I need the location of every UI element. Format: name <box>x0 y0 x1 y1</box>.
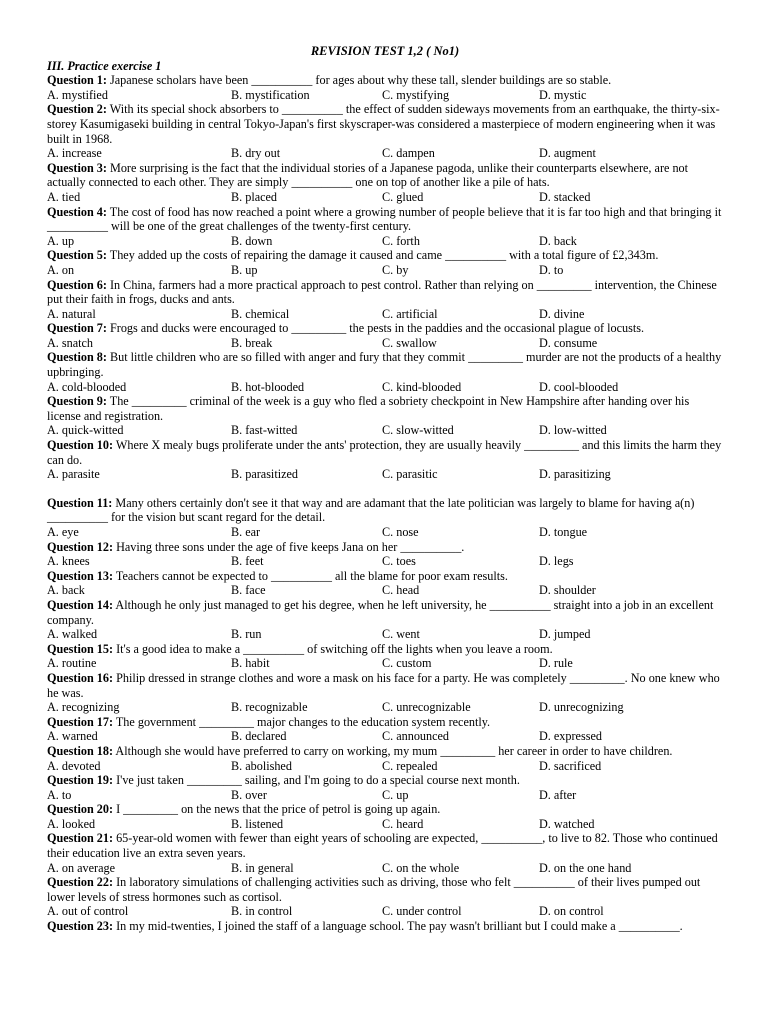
question-label: Question 14: <box>47 597 114 612</box>
answer-option-b: B. up <box>231 262 258 277</box>
answer-option-b: B. abolished <box>231 758 292 773</box>
answer-option-b: B. face <box>231 583 266 598</box>
question-label: Question 6: <box>47 277 107 292</box>
answer-option-c: C. unrecognizable <box>382 700 471 715</box>
answer-option-d: D. mystic <box>539 87 587 102</box>
question-6 <box>47 278 723 322</box>
question-16 <box>47 671 723 715</box>
question-7 <box>47 321 723 350</box>
question-23 <box>47 919 723 934</box>
question-text: In laboratory simulations of challenging activities such as driving, those who felt __________ of their lives pumped out lower levels of stress hormones such as cortisol. <box>47 875 701 904</box>
answer-option-a: A. devoted <box>47 758 101 773</box>
question-label: Question 22: <box>47 875 114 890</box>
answer-option-d: D. on control <box>539 904 604 919</box>
answer-option-b: B. recognizable <box>231 700 308 715</box>
answer-option-b: B. habit <box>231 656 270 671</box>
question-label: Question 23: <box>47 919 114 934</box>
answer-option-a: A. walked <box>47 627 98 642</box>
answer-option-a: A. tied <box>47 189 81 204</box>
question-label: Question 7: <box>47 321 107 336</box>
answer-options <box>47 190 723 205</box>
answer-option-c: C. heard <box>382 816 424 831</box>
answer-options <box>47 234 723 249</box>
answer-option-a: A. knees <box>47 554 90 569</box>
answer-option-c: C. repealed <box>382 758 438 773</box>
answer-option-d: D. augment <box>539 146 596 161</box>
answer-option-a: A. natural <box>47 306 96 321</box>
answer-option-d: D. jumped <box>539 627 591 642</box>
question-text: The government _________ major changes to the education system recently. <box>115 714 491 729</box>
answer-option-b: B. placed <box>231 189 278 204</box>
answer-option-c: C. forth <box>382 233 420 248</box>
question-stem <box>47 831 723 860</box>
answer-option-d: D. after <box>539 787 577 802</box>
answer-option-c: C. under control <box>382 904 462 919</box>
question-stem <box>47 350 723 379</box>
answer-option-c: C. went <box>382 627 420 642</box>
page-title: REVISION TEST 1,2 ( No1) <box>310 44 460 58</box>
answer-options <box>47 380 723 395</box>
answer-option-a: A. up <box>47 233 75 248</box>
answer-option-a: A. cold-blooded <box>47 379 127 394</box>
question-label: Question 20: <box>47 802 114 817</box>
question-stem <box>47 496 723 525</box>
question-label: Question 10: <box>47 438 114 453</box>
answer-option-c: C. toes <box>382 554 416 569</box>
answer-option-a: A. out of control <box>47 904 129 919</box>
question-stem <box>47 438 723 467</box>
question-8 <box>47 350 723 394</box>
question-stem <box>47 102 723 146</box>
answer-option-d: D. divine <box>539 306 585 321</box>
answer-options <box>47 729 723 744</box>
answer-option-b: B. declared <box>231 729 287 744</box>
answer-option-d: D. sacrificed <box>539 758 602 773</box>
question-stem <box>47 598 723 627</box>
answer-option-b: B. mystification <box>231 87 310 102</box>
answer-option-d: D. parasitizing <box>539 467 611 482</box>
question-stem <box>47 919 723 934</box>
answer-option-d: D. stacked <box>539 189 591 204</box>
answer-options <box>47 263 723 278</box>
question-text: Philip dressed in strange clothes and wore a mask on his face for a party. He was completely _________. No one knew who he was. <box>47 670 720 700</box>
question-stem <box>47 394 723 423</box>
question-stem <box>47 540 723 555</box>
question-label: Question 2: <box>47 102 107 117</box>
answer-option-c: C. slow-witted <box>382 423 454 438</box>
question-stem <box>47 248 723 263</box>
answer-options <box>47 554 723 569</box>
question-stem <box>47 671 723 700</box>
question-15 <box>47 642 723 671</box>
question-text: Where X mealy bugs proliferate under the ants' protection, they are usually heavily _________ and this limits the harm they can do. <box>47 438 722 467</box>
section-heading: III. Practice exercise 1 <box>47 58 162 73</box>
answer-options <box>47 627 723 642</box>
answer-options <box>47 700 723 715</box>
answer-option-c: C. mystifying <box>382 87 450 102</box>
question-17 <box>47 715 723 744</box>
answer-option-c: C. on the whole <box>382 860 460 875</box>
question-9 <box>47 394 723 438</box>
answer-options <box>47 423 723 438</box>
question-label: Question 17: <box>47 714 114 729</box>
answer-option-d: D. expressed <box>539 729 602 744</box>
answer-option-d: D. rule <box>539 656 573 671</box>
question-text: In my mid-twenties, I joined the staff of a language school. The pay wasn't brilliant but I could make a __________. <box>116 919 683 934</box>
question-3 <box>47 161 723 205</box>
question-text: Having three sons under the age of five keeps Jana on her __________. <box>116 539 465 554</box>
question-text: More surprising is the fact that the individual stories of a Japanese pagoda, unlike their counterparts elsewhere, are not actually connected to each other. They are simply __________ one on top of another like a pile of hats. <box>47 160 689 190</box>
question-stem <box>47 875 723 904</box>
question-text: With its special shock absorbers to __________ the effect of sudden sideways movements from an earthquake, the thirty-six-storey Kasumigaseki building in central Tokyo-Japan's first skyscraper-was considered a masterpiece of modern engineering when it was built in 1968. <box>47 102 720 146</box>
answer-option-a: A. eye <box>47 525 79 539</box>
question-stem <box>47 569 723 584</box>
question-stem <box>47 802 723 817</box>
answer-option-b: B. hot-blooded <box>231 379 305 394</box>
answer-option-c: C. nose <box>382 525 419 539</box>
answer-option-d: D. watched <box>539 816 595 831</box>
answer-option-a: A. recognizing <box>47 700 120 715</box>
question-text: In China, farmers had a more practical approach to pest control. Rather than relying on _________ intervention, the Chinese put their faith in frogs, ducks and ants. <box>47 277 717 307</box>
answer-options <box>47 904 723 919</box>
answer-option-a: A. to <box>47 787 72 802</box>
answer-option-b: B. listened <box>231 816 284 831</box>
question-12 <box>47 540 723 569</box>
answer-option-b: B. break <box>231 335 273 350</box>
answer-options <box>47 656 723 671</box>
question-text: The cost of food has now reached a point where a growing number of people believe that it is far too high and that bringing it __________ will be one of the great challenges of the twenty-first century. <box>47 204 722 234</box>
question-stem <box>47 278 723 307</box>
question-label: Question 11: <box>47 495 113 510</box>
question-text: The _________ criminal of the week is a guy who fled a sobriety checkpoint in New Hampshire after handing over his license and registration. <box>47 394 690 423</box>
spacer <box>47 482 723 496</box>
question-text: They added up the costs of repairing the damage it caused and came __________ with a total figure of £2,343m. <box>109 248 659 263</box>
answer-option-a: A. quick-witted <box>47 423 124 438</box>
question-text: 65-year-old women with fewer than eight years of schooling are expected, __________, to live to 82. Those who continued their education live an extra seven years. <box>47 831 718 861</box>
answer-option-b: B. in general <box>231 860 294 875</box>
answer-option-b: B. chemical <box>231 306 290 321</box>
question-13 <box>47 569 723 598</box>
question-text: I've just taken _________ sailing, and I'm going to do a special course next month. <box>116 773 520 788</box>
question-label: Question 15: <box>47 641 114 656</box>
answer-option-d: D. consume <box>539 335 598 350</box>
question-10 <box>47 438 723 482</box>
question-5 <box>47 248 723 277</box>
answer-option-b: B. down <box>231 233 273 248</box>
question-text: Frogs and ducks were encouraged to _________ the pests in the paddies and the occasional plague of locusts. <box>109 321 645 336</box>
question-label: Question 18: <box>47 743 114 758</box>
answer-option-c: C. swallow <box>382 335 437 350</box>
answer-option-d: D. back <box>539 233 577 248</box>
answer-option-c: C. custom <box>382 656 432 671</box>
question-1 <box>47 73 723 102</box>
answer-option-d: D. to <box>539 262 564 277</box>
question-20 <box>47 802 723 831</box>
question-text: Although she would have preferred to carry on working, my mum _________ her career in order to have children. <box>115 743 673 758</box>
question-label: Question 3: <box>47 160 107 175</box>
question-stem <box>47 73 723 88</box>
question-2 <box>47 102 723 160</box>
question-text: Although he only just managed to get his degree, when he left university, he __________ straight into a job in an excellent company. <box>47 597 714 627</box>
question-label: Question 13: <box>47 568 114 583</box>
question-stem <box>47 715 723 730</box>
answer-option-b: B. parasitized <box>231 467 299 482</box>
answer-option-c: C. kind-blooded <box>382 379 462 394</box>
question-label: Question 21: <box>47 831 114 846</box>
question-label: Question 8: <box>47 350 107 365</box>
answer-option-c: C. artificial <box>382 306 438 321</box>
answer-option-a: A. mystified <box>47 87 108 102</box>
question-stem <box>47 161 723 190</box>
answer-option-b: B. feet <box>231 554 264 569</box>
question-19 <box>47 773 723 802</box>
answer-option-a: A. back <box>47 583 85 598</box>
answer-option-d: D. cool-blooded <box>539 379 619 394</box>
answer-option-a: A. parasite <box>47 467 100 482</box>
question-list <box>47 73 723 933</box>
question-text: Teachers cannot be expected to __________ all the blame for poor exam results. <box>115 568 508 583</box>
answer-option-c: C. head <box>382 583 420 598</box>
answer-options <box>47 146 723 161</box>
question-stem <box>47 321 723 336</box>
answer-option-b: B. run <box>231 627 262 642</box>
answer-option-a: A. increase <box>47 146 102 161</box>
question-text: I _________ on the news that the price of petrol is going up again. <box>116 802 441 817</box>
answer-option-a: A. looked <box>47 816 96 831</box>
answer-options <box>47 525 723 540</box>
answer-options <box>47 307 723 322</box>
answer-option-c: C. up <box>382 787 409 802</box>
answer-option-d: D. low-witted <box>539 423 607 438</box>
answer-options <box>47 583 723 598</box>
question-label: Question 16: <box>47 670 114 685</box>
question-4 <box>47 205 723 249</box>
question-21 <box>47 831 723 875</box>
answer-option-c: C. dampen <box>382 146 435 161</box>
question-stem <box>47 773 723 788</box>
question-14 <box>47 598 723 642</box>
answer-options <box>47 817 723 832</box>
question-label: Question 5: <box>47 248 107 263</box>
answer-options <box>47 861 723 876</box>
question-label: Question 1: <box>47 73 107 88</box>
question-18 <box>47 744 723 773</box>
answer-option-a: A. on <box>47 262 75 277</box>
answer-option-d: D. unrecognizing <box>539 700 624 715</box>
answer-option-a: A. snatch <box>47 335 94 350</box>
answer-option-b: B. dry out <box>231 146 281 161</box>
answer-option-b: B. fast-witted <box>231 423 298 438</box>
answer-options <box>47 788 723 803</box>
answer-option-c: C. announced <box>382 729 450 744</box>
question-text: It's a good idea to make a __________ of switching off the lights when you leave a room. <box>116 641 553 656</box>
question-text: But little children who are so filled with anger and fury that they commit _________ murder are not the products of a healthy upbringing. <box>47 350 722 380</box>
answer-option-d: D. on the one hand <box>539 860 632 875</box>
answer-option-d: D. legs <box>539 554 574 569</box>
answer-option-b: B. ear <box>231 525 261 539</box>
question-label: Question 19: <box>47 773 114 788</box>
answer-option-c: C. glued <box>382 189 424 204</box>
question-22 <box>47 875 723 919</box>
answer-option-a: A. warned <box>47 729 98 744</box>
answer-option-d: D. shoulder <box>539 583 596 598</box>
answer-option-d: D. tongue <box>539 525 588 539</box>
answer-option-b: B. in control <box>231 904 293 919</box>
document-page <box>47 44 723 934</box>
answer-options <box>47 759 723 774</box>
answer-options <box>47 467 723 482</box>
question-text: Many others certainly don't see it that way and are adamant that the late politician was largely to blame for having a(n) __________ for the vision but scant regard for the detail. <box>47 495 695 525</box>
question-text: Japanese scholars have been __________ for ages about why these tall, slender buildings are so stable. <box>109 73 612 88</box>
question-stem <box>47 642 723 657</box>
question-11 <box>47 496 723 540</box>
question-stem <box>47 744 723 759</box>
answer-option-a: A. routine <box>47 656 97 671</box>
answer-options <box>47 88 723 103</box>
question-label: Question 12: <box>47 539 114 554</box>
answer-option-c: C. by <box>382 262 409 277</box>
question-stem <box>47 205 723 234</box>
answer-options <box>47 336 723 351</box>
answer-option-c: C. parasitic <box>382 467 438 482</box>
answer-option-b: B. over <box>231 787 267 802</box>
question-label: Question 4: <box>47 204 107 219</box>
question-label: Question 9: <box>47 394 107 409</box>
answer-option-a: A. on average <box>47 860 116 875</box>
